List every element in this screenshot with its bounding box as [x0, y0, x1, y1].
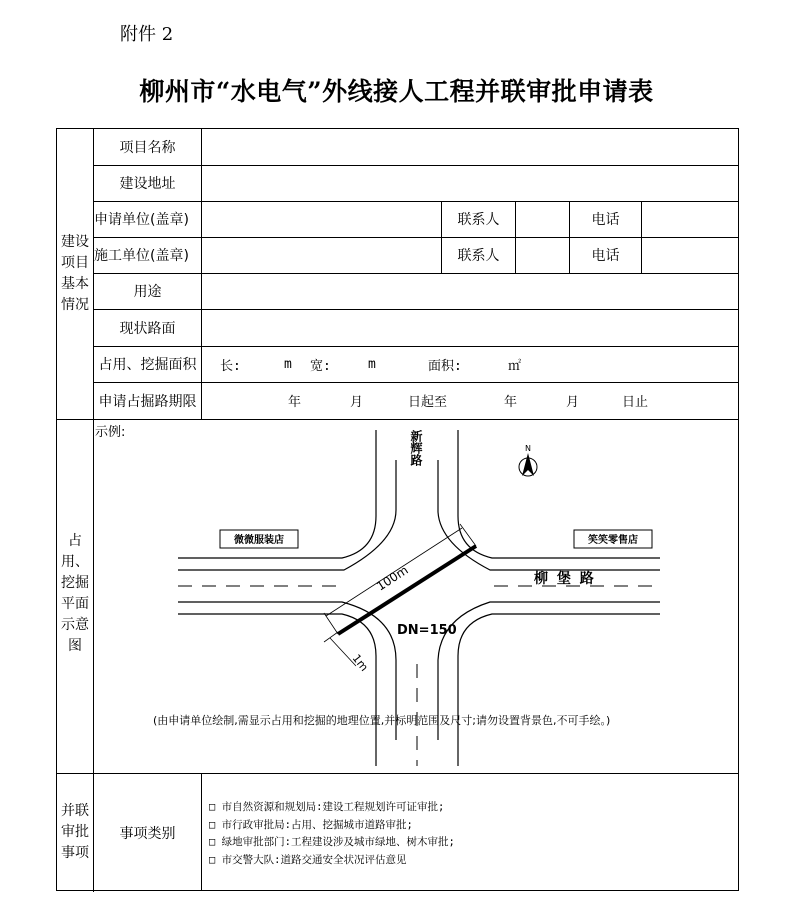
approval-item-list [209, 799, 455, 869]
period-month-end: 月 [566, 395, 580, 410]
item-type-label: 事项类别 [119, 825, 176, 842]
width-label: 宽: [310, 358, 331, 374]
usage-label: 用途 [133, 284, 162, 300]
applicant-phone-label: 电话 [591, 212, 620, 228]
plan-note: (由申请单位绘制,需显示占用和挖掘的地理位置,并标明范围及尺寸;请勿设置背景色,不可手绘。) [153, 714, 611, 727]
project-name-label: 项目名称 [119, 140, 176, 156]
area-unit: ㎡ [508, 358, 522, 374]
dimension-extension [460, 524, 476, 546]
usage-input[interactable] [202, 273, 739, 309]
section-plan-label-line: 平面 [61, 596, 89, 612]
section-basic-label-line: 情况 [61, 297, 89, 313]
period-label: 申请占掘路期限 [98, 393, 197, 410]
section-basic-label-line: 项目 [61, 255, 89, 271]
horizontal-street-name: 柳 堡 路 [534, 571, 596, 587]
period-day-start: 日起至 [408, 395, 448, 410]
road-surface-label: 现状路面 [119, 320, 176, 337]
road-edge-bottom-left [178, 614, 376, 766]
road-curb-top-right [438, 460, 660, 570]
north-label: N [525, 444, 531, 453]
address-label: 建设地址 [119, 176, 176, 192]
road-surface-input[interactable] [202, 309, 739, 346]
section-basic-label-line: 基本 [61, 276, 89, 292]
period-month-start: 月 [350, 395, 364, 410]
section-basic-label [57, 232, 93, 316]
approval-item-checkbox[interactable]: □ 绿地审批部门:工程建设涉及城市绿地、树木审批; [209, 836, 455, 848]
project-name-input[interactable] [202, 129, 739, 165]
applicant-phone-input[interactable] [642, 201, 739, 237]
width-dimension-tick [324, 632, 338, 642]
road-edge-bottom-right [458, 614, 660, 766]
occupy-area-fields[interactable] [202, 346, 739, 382]
road-curb-top-left [178, 460, 396, 570]
section-plan-label-line: 用、 [61, 554, 89, 570]
builder-label: 施工单位(盖章) [94, 248, 189, 264]
form-title: 柳州市“水电气”外线接人工程并联审批申请表 [139, 77, 654, 106]
application-form-table [56, 128, 739, 891]
section-plan-label-line: 示意 [61, 617, 89, 633]
length-unit: m [284, 356, 292, 372]
applicant-input[interactable] [202, 201, 441, 237]
section-approval-label-line: 并联 [61, 803, 89, 819]
applicant-contact-label: 联系人 [457, 212, 500, 228]
section-plan-label-line: 占 [68, 533, 82, 549]
center-lines [178, 586, 660, 766]
builder-phone-input[interactable] [642, 237, 739, 273]
attachment-label: 附件 2 [120, 24, 174, 45]
builder-phone-label: 电话 [591, 248, 620, 264]
length-label: 100m [374, 562, 411, 594]
area-label: 面积: [428, 358, 462, 374]
length-label: 长: [220, 358, 241, 374]
divider-item-column [201, 773, 202, 891]
period-day-end: 日止 [622, 395, 649, 410]
pipe-diameter-label: DN=150 [397, 623, 457, 638]
shop-left-name: 微微服装店 [234, 535, 284, 546]
north-arrow-icon [519, 444, 537, 476]
section-approval-label-line: 审批 [61, 824, 89, 840]
builder-contact-input[interactable] [516, 237, 569, 273]
width-label: 1m [349, 651, 371, 674]
occupy-area-label: 占用、挖掘面积 [98, 357, 197, 373]
vertical-street-name: 新辉路 [409, 430, 423, 466]
applicant-label: 申请单位(盖章) [94, 212, 189, 228]
approval-item-checkbox[interactable]: □ 市行政审批局:占用、挖掘城市道路审批; [209, 818, 413, 831]
period-fields[interactable] [202, 382, 739, 419]
builder-input[interactable] [202, 237, 441, 273]
shop-right-name: 笑笑零售店 [588, 535, 638, 546]
section-approval-label-line: 事项 [61, 845, 89, 861]
approval-item-checkbox[interactable]: □ 市交警大队:道路交通安全状况评估意见 [209, 853, 407, 866]
section-plan-label-line: 挖掘 [61, 575, 89, 591]
address-input[interactable] [202, 165, 739, 201]
dimension-extension [324, 613, 338, 634]
builder-contact-label: 联系人 [457, 248, 500, 264]
section-plan-label [57, 531, 93, 657]
section-plan-label-line: 图 [68, 638, 82, 654]
section-basic-label-line: 建设 [61, 234, 89, 250]
period-year-end: 年 [504, 395, 518, 410]
period-year-start: 年 [288, 395, 302, 410]
approval-item-checkbox[interactable]: □ 市自然资源和规划局:建设工程规划许可证审批; [209, 801, 445, 813]
section-approval-label [57, 801, 93, 864]
width-unit: m [368, 356, 376, 372]
applicant-contact-input[interactable] [516, 201, 569, 237]
example-label: 示例: [95, 424, 126, 440]
